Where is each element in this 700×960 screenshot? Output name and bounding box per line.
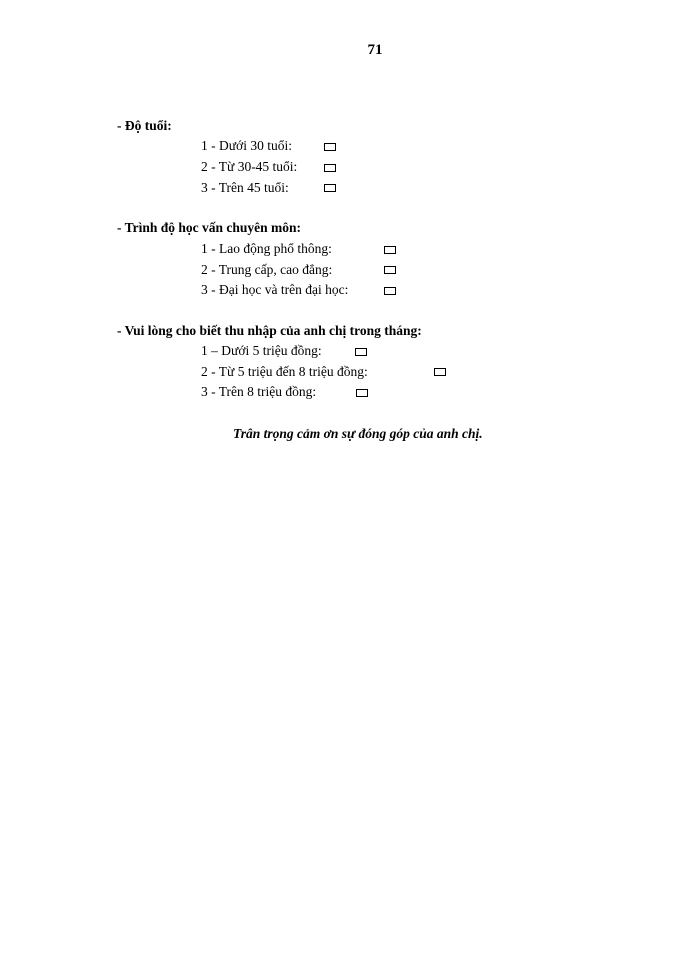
education-option-2-checkbox[interactable]: [384, 266, 396, 274]
age-option-3-checkbox[interactable]: [324, 184, 336, 192]
age-option-3: 3 - Trên 45 tuổi:: [201, 180, 289, 195]
education-option-1: 1 - Lao động phổ thông:: [201, 241, 332, 256]
page-number: 71: [367, 42, 383, 58]
income-option-3-checkbox[interactable]: [356, 389, 368, 397]
income-section-heading: - Vui lòng cho biết thu nhập của anh chị trong tháng:: [117, 323, 422, 338]
age-option-2-checkbox[interactable]: [324, 164, 336, 172]
age-option-2: 2 - Từ 30-45 tuổi:: [201, 159, 298, 174]
income-option-1: 1 – Dưới 5 triệu đồng:: [201, 343, 322, 358]
income-option-2: 2 - Từ 5 triệu đến 8 triệu đồng:: [201, 364, 368, 379]
income-option-2-checkbox[interactable]: [434, 368, 446, 376]
education-option-3-checkbox[interactable]: [384, 287, 396, 295]
education-section-heading: - Trình độ học vấn chuyên môn:: [117, 220, 302, 235]
education-option-2: 2 - Trung cấp, cao đẳng:: [201, 262, 333, 277]
education-option-3: 3 - Đại học và trên đại học:: [201, 282, 349, 297]
closing-thanks: Trân trọng cảm ơn sự đóng góp của anh chị.: [233, 426, 483, 441]
age-option-1: 1 - Dưới 30 tuổi:: [201, 138, 292, 153]
income-option-1-checkbox[interactable]: [355, 348, 367, 356]
age-option-1-checkbox[interactable]: [324, 143, 336, 151]
income-option-3: 3 - Trên 8 triệu đồng:: [201, 384, 317, 399]
age-section-heading: - Độ tuổi:: [117, 118, 172, 133]
education-option-1-checkbox[interactable]: [384, 246, 396, 254]
